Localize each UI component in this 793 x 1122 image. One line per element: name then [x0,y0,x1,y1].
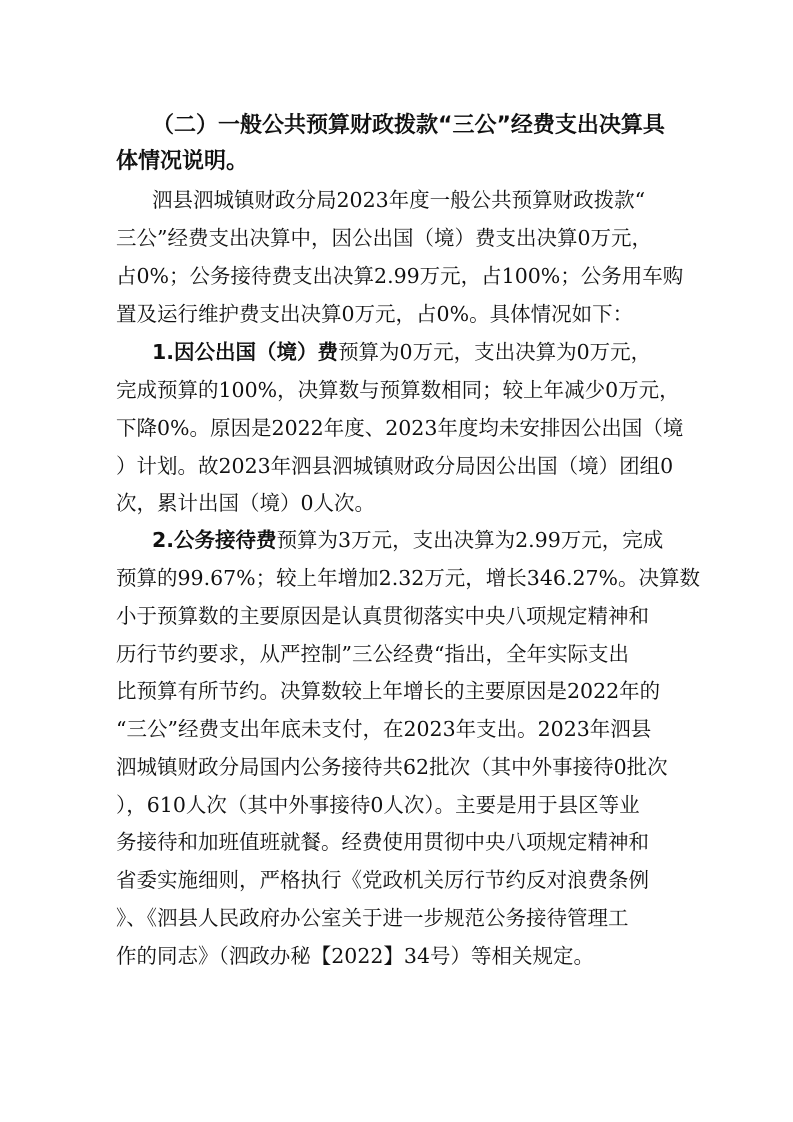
section-heading-line-2: 体情况说明。 [116,149,249,174]
section2-line-3: 小于预算数的主要原因是认真贯彻落实中央八项规定精神和 [116,604,649,628]
section1-line-1 [152,340,651,364]
section2-title: 2.公务接待费 [152,528,277,552]
section2-line-7: 泗城镇财政分局国内公务接待共62批次（其中外事接待0批次 [116,755,668,779]
section1-line-2: 完成预算的100%，决算数与预算数相同；较上年减少0万元， [116,378,680,402]
section1-title: 1.因公出国（境）费 [152,340,339,364]
section2-line-12: 作的同志》（泗政办秘【2022】34号）等相关规定。 [116,944,595,968]
section2-line-6: “三公”经费支出年底未支付，在2023年支出。2023年泗县 [116,717,652,741]
section2-line-1-text: 预算为3万元，支出决算为2.99万元，完成 [276,528,664,552]
intro-paragraph-line-2: 三公”经费支出决算中，因公出国（境）费支出决算0万元， [116,226,653,250]
section1-line-3: 下降0%。原因是2022年度、2023年度均未安排因公出国（境 [116,416,684,440]
section2-line-5: 比预算有所节约。决算数较上年增长的主要原因是2022年的 [116,679,661,703]
section2-line-11: 》、《泗县人民政府办公室关于进一步规范公务接待管理工 [116,906,629,930]
section2-line-1 [152,528,663,552]
section1-line-5: 次，累计出国（境）0人次。 [116,491,376,515]
section2-line-10: 省委实施细则，严格执行《党政机关厉行节约反对浪费条例 [116,868,649,892]
intro-paragraph-line-1: 泗县泗城镇财政分局2023年度一般公共预算财政拨款“ [152,188,646,212]
section1-line-4: ）计划。故2023年泗县泗城镇财政分局因公出国（境）团组0 [116,454,674,478]
section1-line-1-text: 预算为0万元，支出决算为0万元， [338,340,652,364]
section2-line-8: ），610人次（其中外事接待0人次）。主要是用于县区等业 [116,793,640,817]
section2-line-4: 历行节约要求，从严控制”三公经费“指出，全年实际支出 [116,642,629,666]
section2-line-9: 务接待和加班值班就餐。经费使用贯彻中央八项规定精神和 [116,830,649,854]
intro-paragraph-line-3: 占0%；公务接待费支出决算2.99万元，占100%；公务用车购 [116,264,684,288]
intro-paragraph-line-4: 置及运行维护费支出决算0万元，占0%。具体情况如下： [116,302,634,326]
section2-line-2: 预算的99.67%；较上年增加2.32万元，增长346.27%。决算数 [116,566,701,590]
section-heading-line-1: （二）一般公共预算财政拨款“三公”经费支出决算具 [152,113,665,138]
